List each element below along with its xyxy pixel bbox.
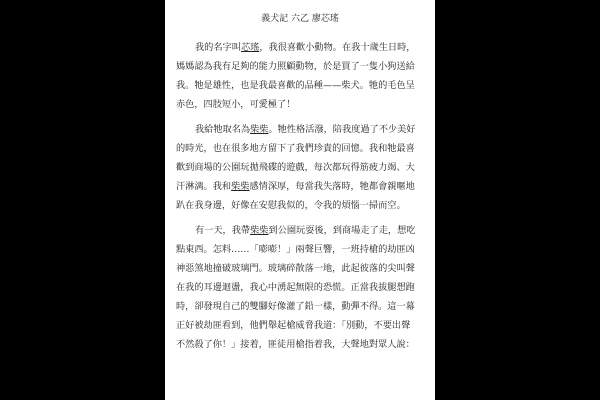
text-run: 汗淋漓。我和 [176, 181, 232, 192]
text-run: 正好被劫匪看到，他們舉起槍威脅我道：「別動，不要出聲 [176, 320, 411, 331]
text-run: ，我很喜歡小動物。在我十歲生日時， [259, 42, 416, 53]
text-run: 感情深厚，每當我失落時，牠都會親暱地 [249, 181, 415, 192]
text-run: 點東西。怎料……「嘭嘭！」兩聲巨響，一班持槍的劫匪凶 [176, 244, 415, 255]
underlined-name: 柴柴 [250, 225, 269, 236]
paragraph [176, 221, 426, 354]
text-run: 我的名字叫 [195, 42, 241, 53]
text-run: 媽媽認為我有足夠的能力照顧動物，於是買了一隻小狗送給 [176, 61, 415, 72]
text-line [176, 38, 426, 57]
text-run: 有一天，我帶 [195, 225, 251, 236]
text-run: 到公園玩耍後，到商場走了走，想吃 [268, 225, 416, 236]
text-line [176, 240, 426, 259]
underlined-name: 柴柴 [231, 181, 250, 192]
paragraph [176, 38, 426, 114]
text-line [176, 221, 426, 240]
text-line [176, 278, 426, 297]
text-line [176, 297, 426, 316]
text-run: 赤色，四肢短小，可愛極了！ [176, 99, 296, 110]
text-line [176, 120, 426, 139]
page-title: 義犬記 六乙 廖芯瑤 [261, 14, 339, 24]
text-line [176, 316, 426, 335]
text-run: 的時光，也在很多地方留下了我們珍貴的回憶。我和牠最喜 [176, 143, 415, 154]
underlined-name: 芯瑤 [240, 42, 260, 53]
text-run: 在我的耳邊迴盪，我心中湧起無限的恐慌。正當我拔腿想跑 [176, 282, 415, 293]
text-run: 時，卻發現自己的雙腳好像灌了鉛一樣，動彈不得。這一幕 [176, 301, 415, 312]
text-line [176, 259, 426, 278]
text-run: 神惡煞地撞破玻璃門。玻璃碎散落一地，此起彼落的尖叫聲 [176, 263, 415, 274]
text-line [176, 196, 426, 215]
underlined-name: 柴柴 [250, 124, 269, 135]
text-line [176, 158, 426, 177]
text-line [176, 95, 426, 114]
text-line [176, 57, 426, 76]
text-run: 我。牠是雄性，也是我最喜歡的品種——柴犬。牠的毛色呈 [176, 80, 415, 91]
text-run: 趴在我身邊，好像在安慰我似的，令我的煩惱一掃而空。 [176, 200, 406, 211]
paragraph [176, 120, 426, 215]
text-run: 不然殺了你！」接着，匪徒用槍指着我，大聲地對眾人說： [176, 339, 415, 350]
text-line [176, 76, 426, 95]
text-run: 歡到商場的公園玩拋飛碟的遊戲，每次都玩得筋疲力竭、大 [176, 162, 415, 173]
essay-body [176, 38, 426, 354]
text-line [176, 177, 426, 196]
text-line [176, 335, 426, 354]
text-run: 。牠性格活潑，陪我度過了不少美好 [268, 124, 416, 135]
text-run: 我給牠取名為 [195, 124, 251, 135]
document-page [165, 0, 435, 400]
text-line [176, 139, 426, 158]
